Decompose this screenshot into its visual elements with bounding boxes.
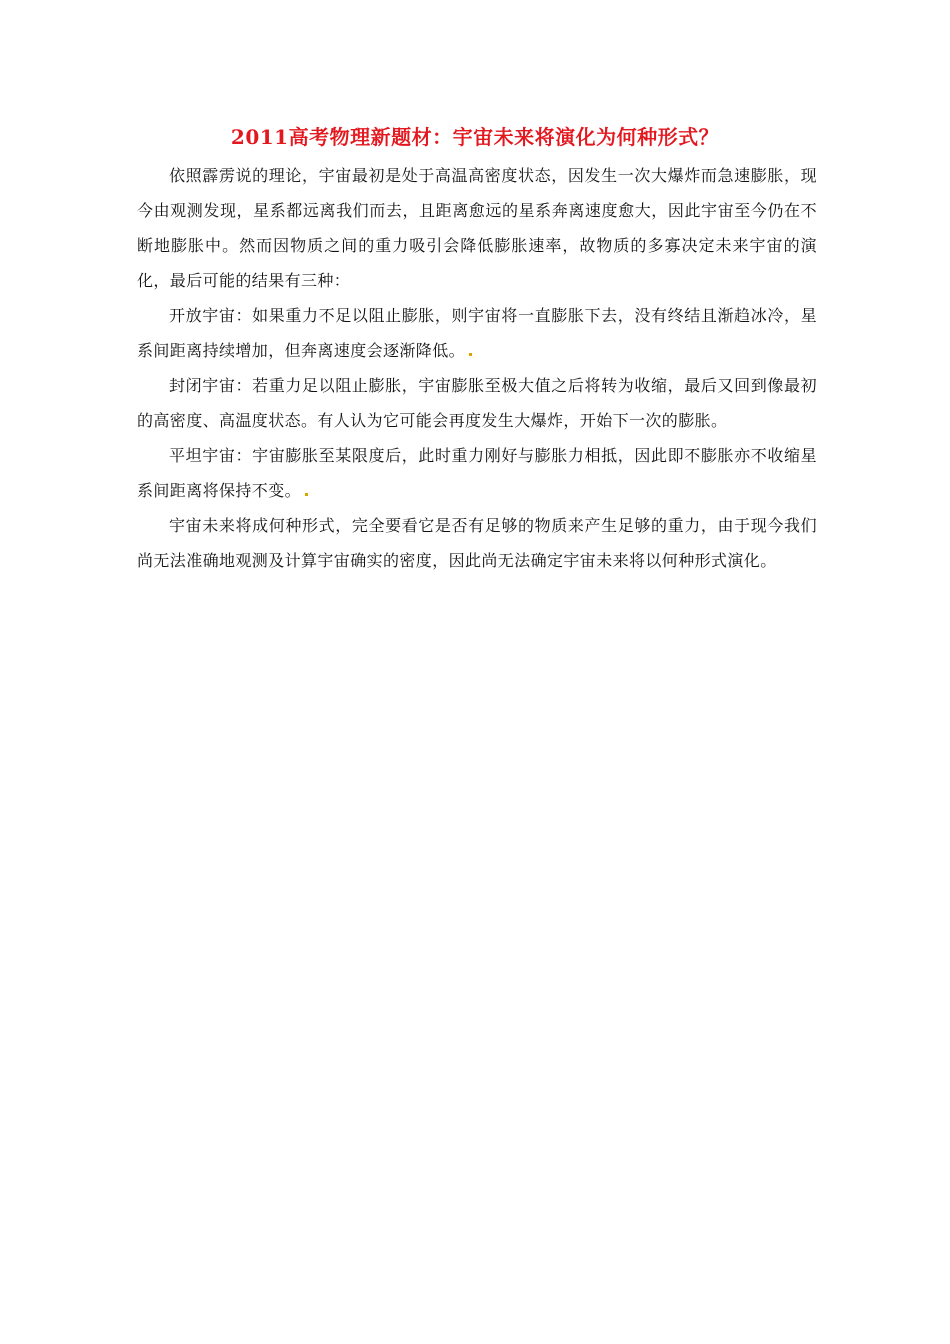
paragraph-open-universe	[137, 298, 817, 368]
paragraph-flat-universe	[137, 438, 817, 508]
paragraph-big-bang-intro: 依照霹雳说的理论，宇宙最初是处于高温高密度状态，因发生一次大爆炸而急速膨胀，现今由观测发现，星系都远离我们而去，且距离愈远的星系奔离速度愈大，因此宇宙至今仍在不断地膨胀中。然而因物质之间的重力吸引会降低膨胀速率，故物质的多寡决定未来宇宙的演化，最后可能的结果有三种：	[137, 166, 817, 290]
document-body	[137, 158, 817, 578]
paragraph-text: 开放宇宙：如果重力不足以阻止膨胀，则宇宙将一直膨胀下去，没有终结且渐趋冰冷，星系间距离持续增加，但奔离速度会逐渐降低。	[137, 306, 817, 360]
decorative-dot	[305, 493, 308, 496]
paragraph-text: 平坦宇宙：宇宙膨胀至某限度后，此时重力刚好与膨胀力相抵，因此即不膨胀亦不收缩星系间距离将保持不变。	[137, 446, 817, 500]
document-title: 2011高考物理新题材：宇宙未来将演化为何种形式？	[230, 125, 720, 149]
paragraph-closed-universe: 封闭宇宙：若重力足以阻止膨胀，宇宙膨胀至极大值之后将转为收缩，最后又回到像最初的高密度、高温度状态。有人认为它可能会再度发生大爆炸，开始下一次的膨胀。	[137, 376, 817, 430]
decorative-dot	[469, 353, 472, 356]
paragraph-conclusion: 宇宙未来将成何种形式，完全要看它是否有足够的物质来产生足够的重力，由于现今我们尚无法准确地观测及计算宇宙确实的密度，因此尚无法确定宇宙未来将以何种形式演化。	[137, 516, 817, 570]
